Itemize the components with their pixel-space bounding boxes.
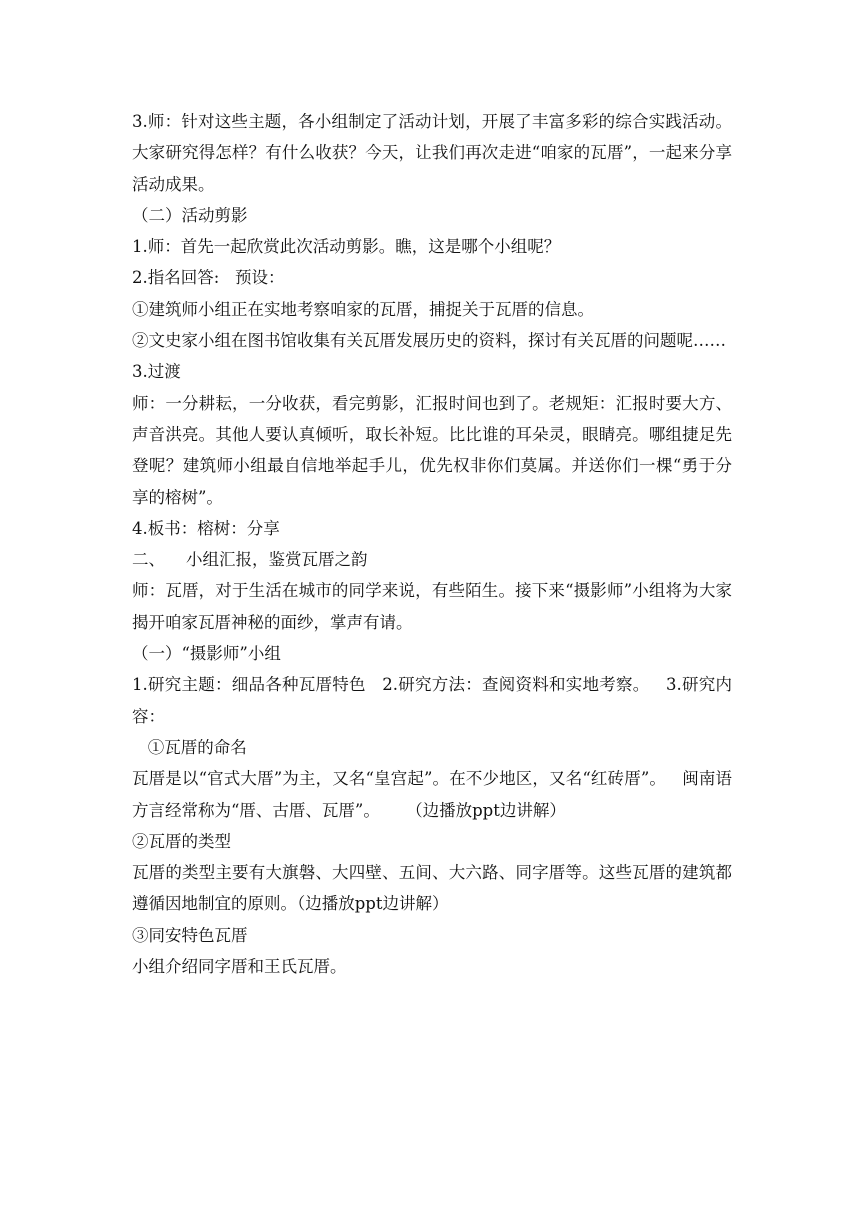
section-heading-group-report: 二、 小组汇报，鉴赏瓦厝之韵 (132, 550, 368, 570)
paragraph-research-info: 1.研究主题：细品各种瓦厝特色 2.研究方法：查阅资料和实地考察。 3.研究内容： (132, 675, 732, 726)
paragraph-tongan: 小组介绍同字厝和王氏瓦厝。 (132, 957, 347, 977)
section-heading-photographer-group: （一）“摄影师”小组 (132, 644, 281, 664)
paragraph-preset-1: ①建筑师小组正在实地考察咱家的瓦厝，捕捉关于瓦厝的信息。 (132, 299, 594, 319)
subheading-naming: ①瓦厝的命名 (132, 737, 247, 757)
paragraph-preset-2: ②文史家小组在图书馆收集有关瓦厝发展历史的资料，探讨有关瓦厝的问题呢…… (132, 331, 726, 351)
paragraph-step-2: 2.指名回答: 预设： (132, 268, 285, 288)
paragraph-transition: 师：一分耕耘，一分收获，看完剪影，汇报时间也到了。老规矩：汇报时要大方、声音洪亮。其他人要认真倾听，取长补短。比比谁的耳朵灵，眼睛亮。哪组捷足先登呢？建筑师小组最自信地举起手儿，优先权非你们莫属。并送你们一棵“勇于分享的榕树”。 (132, 393, 732, 507)
paragraph-step-3: 3.过渡 (132, 362, 181, 382)
paragraph-types: 瓦厝的类型主要有大旗磐、大四壁、五间、大六路、同字厝等。这些瓦厝的建筑都遵循因地制宜的原则。（边播放ppt边讲解） (132, 863, 732, 914)
document-page (132, 106, 732, 982)
subheading-tongan: ③同安特色瓦厝 (132, 925, 248, 945)
paragraph-naming: 瓦厝是以“官式大厝”为主，又名“皇宫起”。在不少地区，又名“红砖厝”。 闽南语方言经常称为“厝、古厝、瓦厝”。 （边播放ppt边讲解） (132, 769, 732, 820)
paragraph-step-1: 1.师：首先一起欣赏此次活动剪影。瞧，这是哪个小组呢？ (132, 237, 561, 257)
paragraph-step-4: 4.板书：榕树：分享 (132, 518, 280, 538)
section-heading-activity-snapshots: （二）活动剪影 (132, 205, 248, 225)
paragraph-teacher-photographer: 师：瓦厝，对于生活在城市的同学来说，有些陌生。接下来“摄影师”小组将为大家揭开咱家瓦厝神秘的面纱，掌声有请。 (132, 581, 732, 632)
subheading-types: ②瓦厝的类型 (132, 831, 231, 851)
paragraph-teacher-intro: 3.师：针对这些主题，各小组制定了活动计划，开展了丰富多彩的综合实践活动。大家研究得怎样？有什么收获？今天，让我们再次走进“咱家的瓦厝”，一起来分享活动成果。 (132, 112, 732, 194)
